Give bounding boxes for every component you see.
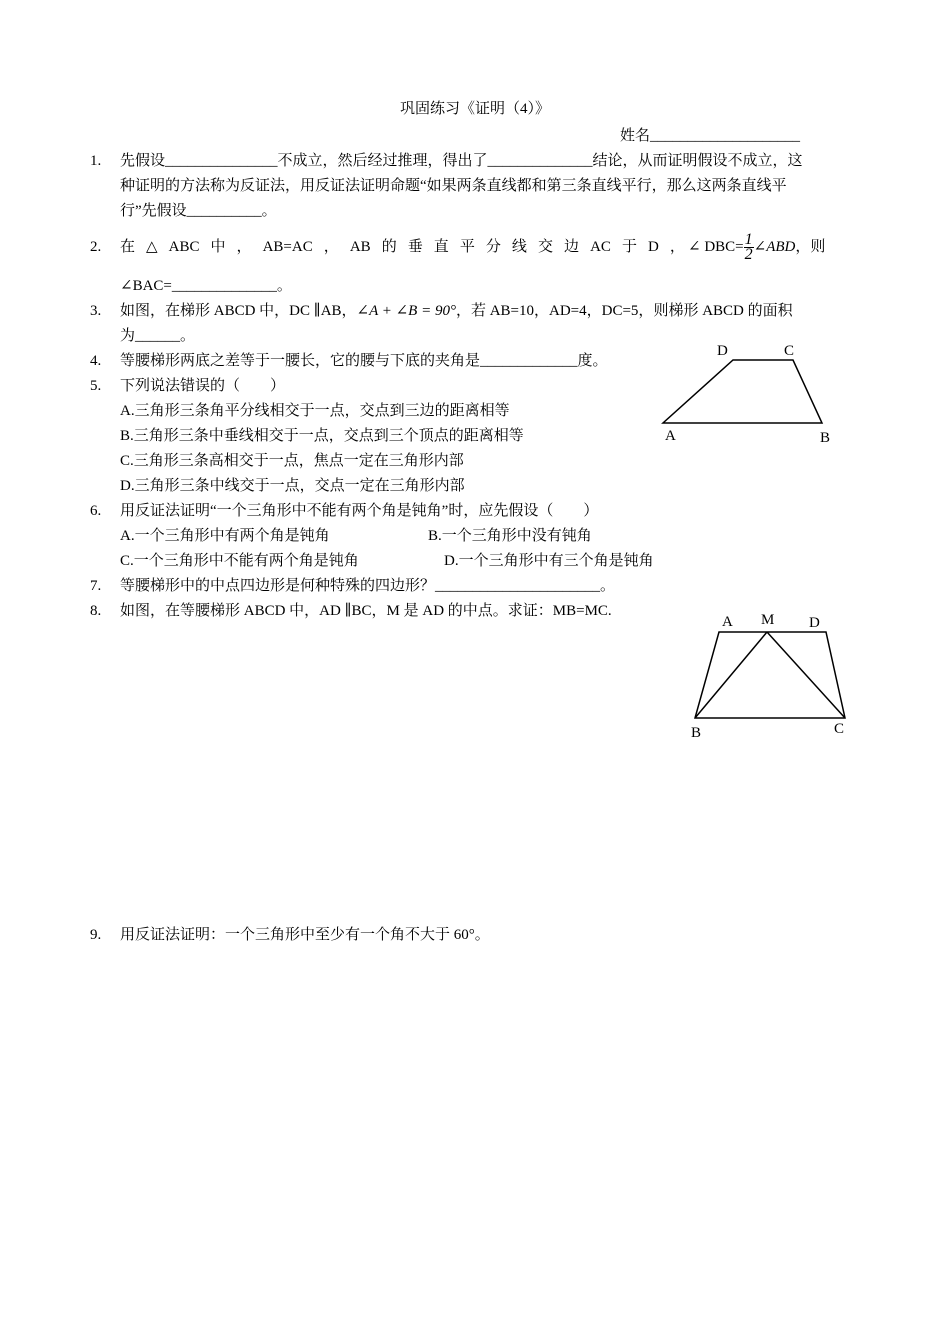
- segment-mb: [695, 632, 767, 718]
- q6-option-d: D.一个三角形中有三个角是钝角: [444, 553, 654, 569]
- q3-line1: [120, 301, 793, 321]
- q6-option-a: A.一个三角形中有两个角是钝角: [120, 528, 330, 544]
- q2-word: AB=AC: [262, 239, 313, 255]
- q2-word: 线: [511, 239, 527, 255]
- q3-number: 3.: [90, 303, 102, 319]
- q2-frac-den: 2: [744, 246, 753, 264]
- segment-mc: [767, 632, 845, 718]
- q2-number: 2.: [90, 239, 102, 255]
- q5-option-b: B.三角形三条中垂线相交于一点，交点到三个顶点的距离相等: [120, 428, 524, 444]
- q2-word: D: [647, 239, 659, 255]
- q5-option-c: C.三角形三条高相交于一点，焦点一定在三角形内部: [120, 453, 464, 469]
- q6-text: 用反证法证明“一个三角形中不能有两个角是钝角”时，应先假设（ ）: [120, 503, 599, 519]
- q6-option-b: B.一个三角形中没有钝角: [428, 528, 592, 544]
- label-c: C: [784, 343, 795, 359]
- q2-word: 平: [459, 239, 475, 255]
- q2-angle-relation: [688, 229, 825, 265]
- q1-text-a: 先假设: [120, 153, 166, 169]
- q5-option-d: D.三角形三条中线交于一点，交点一定在三角形内部: [120, 478, 465, 494]
- q2-word: 的: [381, 239, 397, 255]
- q4-number: 4.: [90, 353, 102, 369]
- trapezoid-shape-2: [695, 632, 845, 718]
- label-c2: C: [834, 721, 845, 737]
- q1-line1: [120, 151, 803, 171]
- q3-line2: 为______。: [120, 328, 196, 344]
- q2-word: ，: [236, 239, 252, 255]
- q4-text: 等腰梯形两底之差等于一腰长，它的腰与下底的夹角是_____________度。: [120, 353, 608, 369]
- label-d2: D: [809, 615, 820, 631]
- q2-word: ，: [669, 239, 685, 255]
- q2-word: 垂: [407, 239, 423, 255]
- q2-abd: ∠ABD: [753, 239, 796, 255]
- q5-number: 5.: [90, 378, 102, 394]
- q2-word: AB: [349, 239, 371, 255]
- q1-line3: 行”先假设__________。: [120, 203, 277, 219]
- figure-isosceles-trapezoid: [685, 608, 860, 743]
- q2-fraction: [744, 233, 754, 262]
- q2-word: 边: [564, 239, 580, 255]
- q2-line2: ∠BAC=______________。: [120, 278, 292, 294]
- name-field: 姓名____________________: [620, 128, 801, 144]
- q1-blank1: _______________: [165, 153, 278, 169]
- figure-trapezoid-abcd: [655, 338, 845, 448]
- q2-word: 在: [120, 239, 136, 255]
- q2-word: AC: [590, 239, 611, 255]
- q3-math: ∠A + ∠B = 90°: [356, 303, 456, 319]
- q3-text-b: ，若 AB=10，AD=4，DC=5，则梯形 ABCD 的面积: [455, 303, 793, 319]
- q1-text-b: 不成立，然后经过推理，得出了: [277, 153, 488, 169]
- q1-text-c: 结论，从而证明假设不成立，这: [592, 153, 803, 169]
- label-a: A: [665, 428, 676, 444]
- q2-frac-num: 1: [744, 231, 753, 249]
- label-a2: A: [722, 614, 733, 630]
- label-d: D: [717, 343, 728, 359]
- q2-word: 分: [485, 239, 501, 255]
- q2-word: 中: [210, 239, 226, 255]
- q8-text: 如图，在等腰梯形 ABCD 中，AD ∥BC，M 是 AD 的中点。求证：MB=MC.: [120, 603, 612, 619]
- q2-tail: ，则: [795, 239, 826, 255]
- q8-number: 8.: [90, 603, 102, 619]
- q1-number: 1.: [90, 153, 102, 169]
- q5-text: 下列说法错误的（ ）: [120, 378, 286, 394]
- q1-blank2: ______________: [487, 153, 593, 169]
- q2-word: △: [146, 239, 158, 255]
- q9-number: 9.: [90, 927, 102, 943]
- q6-number: 6.: [90, 503, 102, 519]
- q6-option-c: C.一个三角形中不能有两个角是钝角: [120, 553, 359, 569]
- page-title: 巩固练习《证明（4）》: [399, 101, 550, 117]
- q7-number: 7.: [90, 578, 102, 594]
- q2-word: 直: [433, 239, 449, 255]
- q5-option-a: A.三角形三条角平分线相交于一点，交点到三边的距离相等: [120, 403, 510, 419]
- label-b2: B: [691, 725, 702, 741]
- q2-word: 交: [537, 239, 553, 255]
- q9-text: 用反证法证明：一个三角形中至少有一个角不大于 60°。: [120, 927, 490, 943]
- trapezoid-shape: [663, 360, 822, 423]
- label-m2: M: [761, 612, 775, 628]
- q3-text-a: 如图，在梯形 ABCD 中，DC ∥AB，: [120, 303, 357, 319]
- q7-text: 等腰梯形中的中点四边形是何种特殊的四边形？______________________。: [120, 578, 616, 594]
- label-b: B: [820, 430, 831, 446]
- q2-dbc: ∠ DBC=: [688, 239, 744, 255]
- q2-word: ，: [323, 239, 339, 255]
- q2-word: 于: [621, 239, 637, 255]
- q2-spaced-text: [120, 237, 685, 257]
- q1-line2: 种证明的方法称为反证法，用反证法证明命题“如果两条直线都和第三条直线平行，那么这两条直线平: [120, 178, 787, 194]
- q2-word: ABC: [168, 239, 200, 255]
